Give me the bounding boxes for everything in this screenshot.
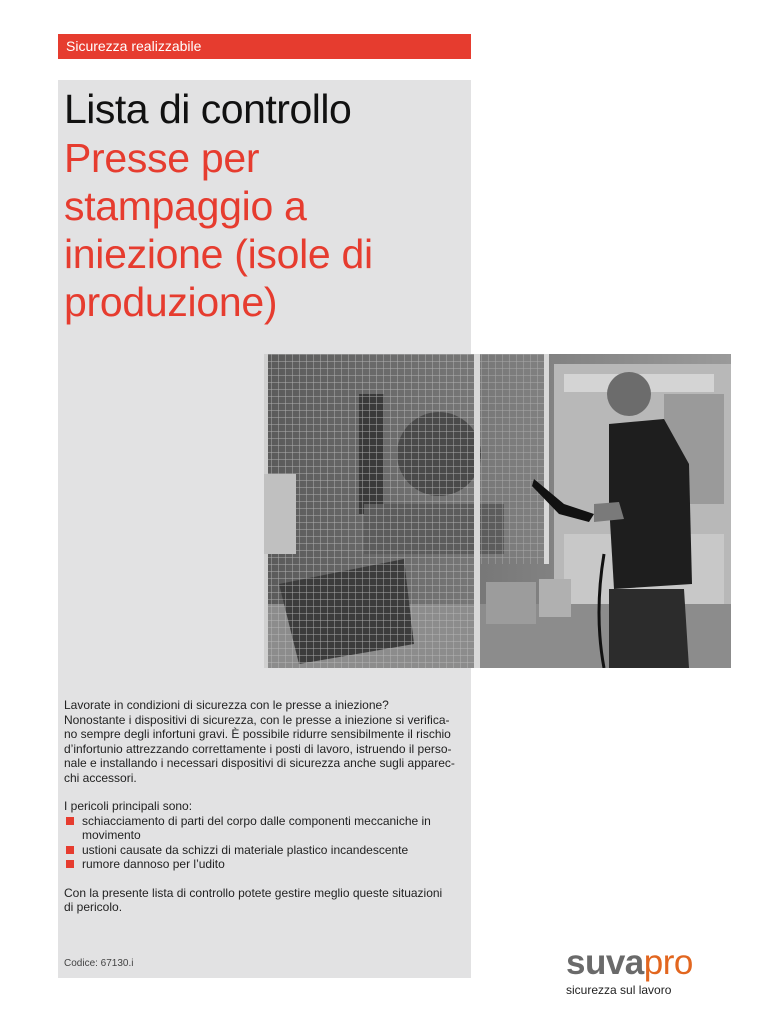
list-item-text: ustioni causate da schizzi di materiale plastico incandescente <box>82 842 409 857</box>
bullet-square-icon <box>66 817 74 825</box>
list-item <box>64 857 459 872</box>
text-line: Con la presente lista di controllo potete gestire meglio queste situazioni <box>64 885 443 900</box>
section-header-bar <box>58 34 471 59</box>
subtitle-line: produzione) <box>64 279 278 325</box>
closing-paragraph <box>64 886 459 915</box>
body-text <box>64 698 459 915</box>
intro-paragraph <box>64 698 459 785</box>
list-item-text: rumore dannoso per l’udito <box>82 857 225 871</box>
text-line: di pericolo. <box>64 900 123 914</box>
logo-part-pro: pro <box>643 943 693 982</box>
subtitle-line: stampaggio a <box>64 183 307 229</box>
list-item-text: schiacciamento di parti del corpo dalle componenti meccaniche in <box>82 813 431 828</box>
bullet-square-icon <box>66 860 74 868</box>
machine-operator-photo <box>264 354 731 668</box>
logo-part-suva: suva <box>566 943 644 982</box>
bullet-square-icon <box>66 846 74 854</box>
document-title: Lista di controllo <box>64 86 352 132</box>
document-code: Codice: 67130.i <box>64 958 134 969</box>
list-item <box>64 814 459 843</box>
list-item-text: movimento <box>82 828 141 842</box>
logo-tagline: sicurezza sul lavoro <box>566 983 672 997</box>
text-line: no sempre degli infortuni gravi. È possibile ridurre sensibilmente il rischio <box>64 727 451 741</box>
risks-intro: I pericoli principali sono: <box>64 799 193 813</box>
text-line: chi accessori. <box>64 770 137 785</box>
logo-wordmark <box>566 943 693 983</box>
text-line: Lavorate in condizioni di sicurezza con le presse a iniezione? <box>64 698 389 712</box>
text-line: d’infortunio attrezzando correttamente i posti di lavoro, istruendo il perso- <box>64 741 452 756</box>
section-header-label: Sicurezza realizzabile <box>66 38 202 54</box>
risks-list <box>64 814 459 872</box>
list-item <box>64 843 459 858</box>
subtitle-line: Presse per <box>64 135 260 181</box>
suvapro-logo <box>566 943 693 997</box>
text-line: Nonostante i dispositivi di sicurezza, con le presse a iniezione si verifica- <box>64 712 450 727</box>
document-subtitle <box>64 134 464 326</box>
photo-icon <box>264 354 731 668</box>
subtitle-line: iniezione (isole di <box>64 231 373 277</box>
text-line: nale e installando i necessari dispositivi di sicurezza anche sugli apparec- <box>64 756 455 770</box>
